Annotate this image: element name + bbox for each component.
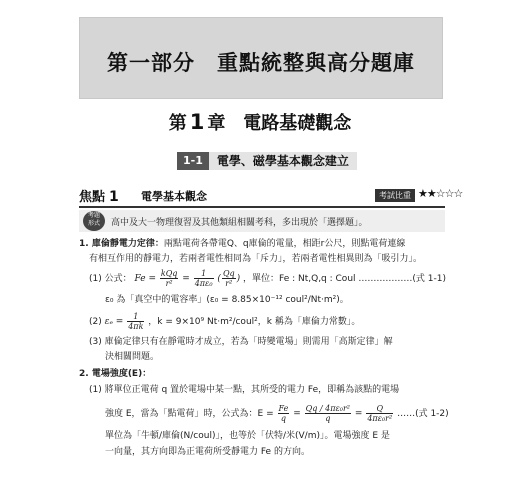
k-label: (2) xyxy=(89,317,102,327)
exam-weight-stars: ★★☆☆☆ xyxy=(418,187,463,200)
chapter-prefix: 第 xyxy=(168,113,187,134)
formula-1-frac-1 xyxy=(160,269,179,288)
item-1-3-line-1: (3) 庫倫定律只有在靜電時才成立，若為「時變電場」則需用「高斯定律」解 xyxy=(89,337,393,347)
frac-bottom: q xyxy=(280,414,286,423)
formula-1-frac-3 xyxy=(222,269,236,288)
frac-top: 1 xyxy=(194,269,214,279)
item-2-heading: 2. 電場強度(E)： xyxy=(79,369,152,379)
exam-format-badge xyxy=(83,211,105,231)
frac-top: 1 xyxy=(127,312,144,322)
formula-1-1: (1) 公式： Fe = $\frac{\text{kQq}}{\text{r²}}$ = $\frac{1}{\text{4πε₀}}$ ( $\frac{Qq}{\text{r²}}$ ) ，單位：Fe : Nt,Q,q : Coul ………………(式 1-1) xyxy=(89,269,446,288)
formula-2-ref: (式 1-2) xyxy=(415,409,449,419)
k-definition xyxy=(89,312,360,331)
section-title: 電學、磁學基本觀念建立 xyxy=(209,152,357,170)
focus-title: 電學基本觀念 xyxy=(141,190,207,203)
k-rest: ，k = 9×10⁹ Nt·m²/coul²，k 稱為「庫倫力常數」。 xyxy=(148,317,361,327)
formula-1-unit: ，單位：Fe : Nt,Q,q : Coul xyxy=(243,274,356,284)
tip-text: 高中及大一物理復習及其他類組相關考科，多出現於「選擇題」。 xyxy=(111,218,368,228)
frac-bottom: q xyxy=(325,414,331,423)
frac-bottom: r² xyxy=(225,279,233,288)
item-1-line-2: 有相互作用的靜電力，若兩者電性相同為「斥力」，若兩者電性相異則為「吸引力」。 xyxy=(89,254,423,264)
item-2-1-line-3: 單位為「牛頓/庫倫(N/coul)」，也等於「伏特/米(V/m)」。電場強度 E 是 xyxy=(105,431,390,441)
item-1-line-1 xyxy=(79,238,405,250)
item-2-1-line-4: 一向量，其方向即為正電荷所受靜電力 Fe 的方向。 xyxy=(105,447,310,457)
item-1-text: 兩點電荷各帶電Q、q庫倫的電量，相距r公尺，則點電荷連線 xyxy=(163,239,406,249)
formula-1-frac-2 xyxy=(194,269,214,288)
section-heading xyxy=(177,152,357,170)
frac-top: Qq / 4πε₀r² xyxy=(305,404,351,413)
frac-top: Qq xyxy=(222,269,235,278)
formula-1-eq: = xyxy=(182,274,190,284)
focus-header xyxy=(79,186,463,208)
badge-line-2: 形式 xyxy=(87,220,100,227)
frac-top: Q xyxy=(366,404,393,414)
frac-bottom: r² xyxy=(165,279,173,288)
exam-format-tip xyxy=(79,210,445,232)
epsilon-definition: ε₀ 為「真空中的電容率」(ε₀ = 8.85×10⁻¹² coul²/Nt·m²)。 xyxy=(105,295,349,305)
frac-bottom: 4πk xyxy=(128,322,144,331)
formula-1-label: (1) 公式： xyxy=(89,274,132,284)
formula-1-2: 強度 E，當為「點電荷」時，公式為：E = $\frac{Fe}{q}$ = $\frac{\text{Qq / 4πε₀r²}}{q}$ = $\frac{Q}{\text{4πε₀r²}}$ ……(式 1-2) xyxy=(105,404,449,423)
formula-1-lhs: Fe = xyxy=(134,274,156,284)
formula-2-prefix: 強度 E，當為「點電荷」時，公式為：E = xyxy=(105,409,274,419)
frac-bottom: 4πε₀r² xyxy=(367,414,393,423)
section-number: 1-1 xyxy=(177,152,209,170)
formula-1-ref: (式 1-1) xyxy=(412,274,446,284)
frac-bottom: 4πε₀ xyxy=(194,279,213,288)
frac-top: kQq xyxy=(160,269,178,278)
badge-line-1: 考題 xyxy=(87,212,100,219)
frac-top: Fe xyxy=(278,404,289,413)
item-2-1-line-1: (1) 將單位正電荷 q 置於電場中某一點，其所受的電力 Fe，即稱為該點的電場 xyxy=(89,385,400,395)
chapter-name: 章 電路基礎觀念 xyxy=(207,113,352,134)
formula-2-frac-2 xyxy=(305,404,351,423)
item-1-heading: 1. 庫倫靜電力定律： xyxy=(79,239,164,249)
focus-number: 1 xyxy=(109,189,119,205)
part-banner xyxy=(79,17,443,99)
chapter-title xyxy=(0,109,520,135)
exam-weight-label: 考試比重 xyxy=(375,189,415,202)
formula-2-frac-1 xyxy=(278,404,290,423)
part-title: 第一部分 重點統整與高分題庫 xyxy=(107,51,415,75)
item-1-3-line-2: 決相關問題。 xyxy=(105,352,160,362)
k-frac xyxy=(127,312,144,331)
formula-2-eq: = xyxy=(293,409,301,419)
focus-tag-label: 焦點 xyxy=(79,190,106,205)
formula-2-frac-3 xyxy=(366,404,393,423)
chapter-number: 1 xyxy=(189,110,205,134)
focus-tag xyxy=(79,186,119,205)
k-lhs: εₑ = xyxy=(104,317,124,327)
